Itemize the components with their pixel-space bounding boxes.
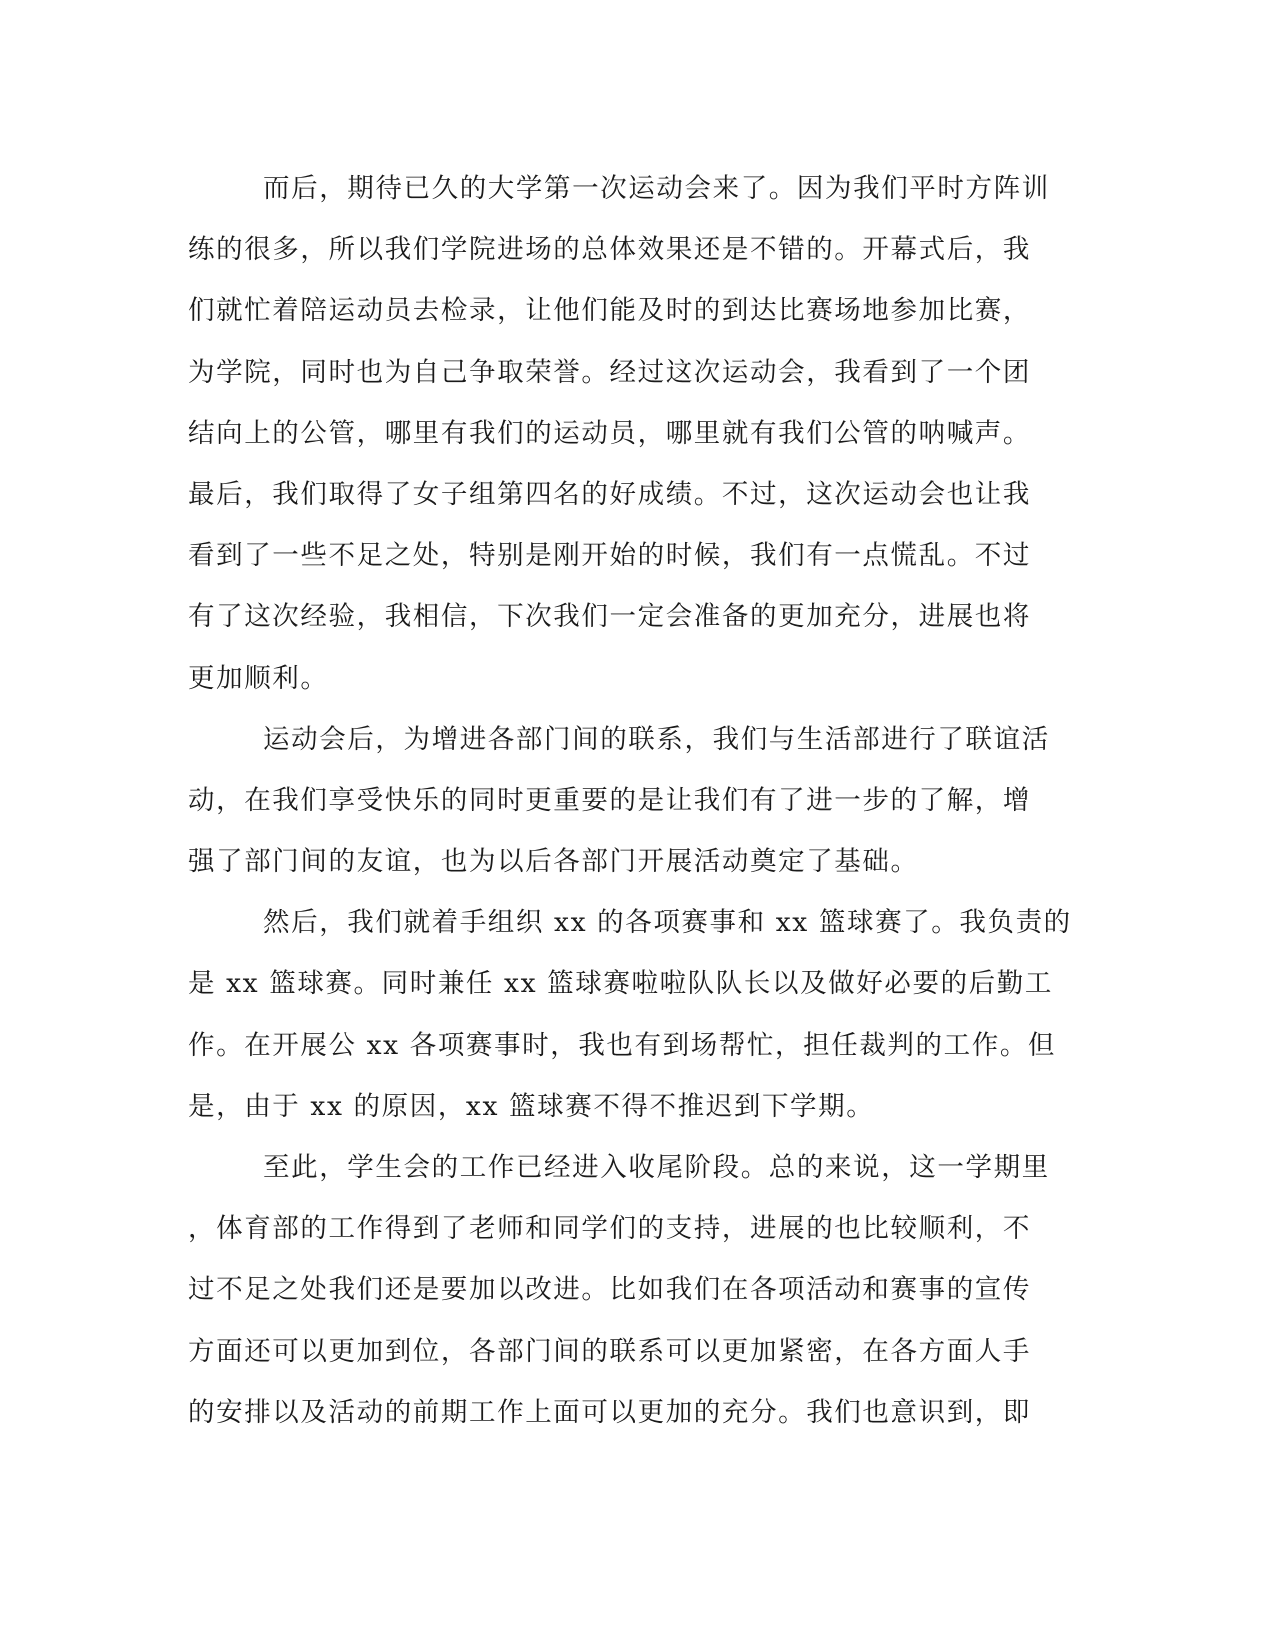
text-line: 结向上的公管，哪里有我们的运动员，哪里就有我们公管的呐喊声。 [188,417,1031,449]
text-line: 更加顺利。 [188,662,329,694]
text-line: 方面还可以更加到位，各部门间的联系可以更加紧密，在各方面人手 [188,1335,1031,1367]
text-line: 是，由于 xx 的原因，xx 篮球赛不得不推迟到下学期。 [188,1090,875,1122]
text-line: 是 xx 篮球赛。同时兼任 xx 篮球赛啦啦队队长以及做好必要的后勤工 [188,968,1053,1000]
text-line: 为学院，同时也为自己争取荣誉。经过这次运动会，我看到了一个团 [188,356,1031,388]
text-line: 作。在开展公 xx 各项赛事时，我也有到场帮忙，担任裁判的工作。但 [188,1029,1057,1061]
text-line: 运动会后，为增进各部门间的联系，我们与生活部进行了联谊活 [263,723,1050,755]
text-line: 而后，期待已久的大学第一次运动会来了。因为我们平时方阵训 [263,173,1050,204]
text-line: 最后，我们取得了女子组第四名的好成绩。不过，这次运动会也让我 [188,478,1031,510]
text-line: ，体育部的工作得到了老师和同学们的支持，进展的也比较顺利，不 [188,1213,1031,1245]
text-line: 有了这次经验，我相信，下次我们一定会准备的更加充分，进展也将 [188,601,1031,633]
text-line: 的安排以及活动的前期工作上面可以更加的充分。我们也意识到，即 [188,1396,1031,1428]
paragraph-summary [188,1137,1073,1443]
paragraph-sports-meet [188,158,1073,709]
text-line: 看到了一些不足之处，特别是刚开始的时候，我们有一点慌乱。不过 [188,540,1031,572]
text-line: 然后，我们就着手组织 xx 的各项赛事和 xx 篮球赛了。我负责的 [263,907,1072,939]
body-text [188,158,1073,1443]
text-line: 过不足之处我们还是要加以改进。比如我们在各项活动和赛事的宣传 [188,1274,1031,1306]
text-line: 动，在我们享受快乐的同时更重要的是让我们有了进一步的了解，增 [188,784,1031,816]
paragraph-friendship-event [188,709,1073,893]
paragraph-basketball [188,892,1073,1137]
text-line: 练的很多，所以我们学院进场的总体效果还是不错的。开幕式后，我 [188,234,1031,266]
text-line: 强了部门间的友谊，也为以后各部门开展活动奠定了基础。 [188,846,919,878]
text-line: 们就忙着陪运动员去检录，让他们能及时的到达比赛场地参加比赛， [188,295,1031,327]
text-line: 至此，学生会的工作已经进入收尾阶段。总的来说，这一学期里 [263,1152,1050,1183]
